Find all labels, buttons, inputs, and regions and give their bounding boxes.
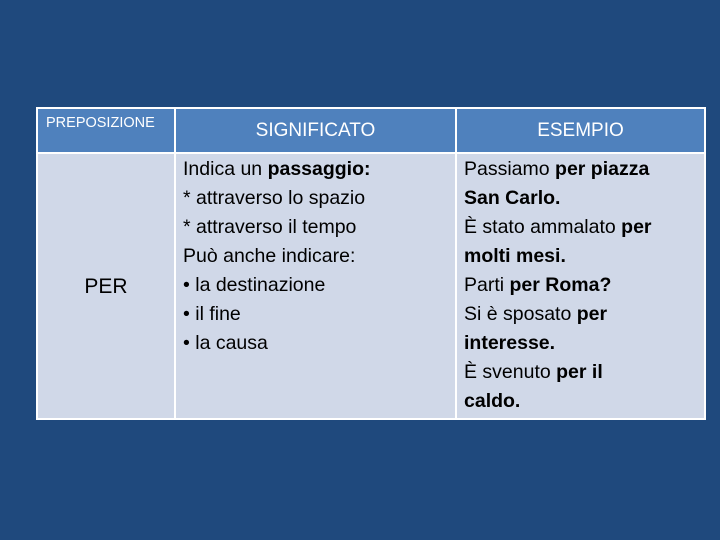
line-text: Passiamo (464, 158, 556, 180)
esempio-line (464, 213, 700, 242)
significato-line (183, 271, 447, 300)
line-text: Indica un (183, 158, 268, 180)
preposition-table (36, 107, 706, 420)
header-significato: SIGNIFICATO (175, 108, 456, 153)
esempio-line (464, 155, 700, 184)
significato-line (183, 242, 447, 271)
line-bold-text: interesse. (464, 332, 556, 354)
line-text: * attraverso il tempo (183, 216, 357, 238)
header-row (37, 108, 705, 153)
line-bold-text: per piazza (555, 158, 650, 180)
header-esempio: ESEMPIO (456, 108, 705, 153)
line-bold-text: San Carlo. (464, 187, 561, 209)
esempio-line (464, 242, 700, 271)
esempio-line (464, 387, 700, 416)
significato-line (183, 213, 447, 242)
line-bold-text: caldo. (464, 390, 521, 412)
line-text: * attraverso lo spazio (183, 187, 366, 209)
esempio-line (464, 184, 700, 213)
cell-preposizione: PER (37, 153, 175, 419)
line-bold-text: molti mesi. (464, 245, 566, 267)
significato-line (183, 329, 447, 358)
line-text: È svenuto (464, 361, 557, 383)
line-bold-text: per il (556, 361, 603, 383)
line-text: • il fine (183, 303, 241, 325)
esempio-line (464, 271, 700, 300)
cell-significato (175, 153, 456, 419)
line-text: Può anche indicare: (183, 245, 356, 267)
line-bold-text: per Roma? (509, 274, 612, 296)
line-bold-text: passaggio: (267, 158, 371, 180)
significato-line (183, 300, 447, 329)
esempio-line (464, 329, 700, 358)
line-bold-text: per (621, 216, 652, 238)
header-preposizione: PREPOSIZIONE (37, 108, 175, 153)
esempio-line (464, 300, 700, 329)
table-row (37, 153, 705, 419)
significato-line (183, 184, 447, 213)
significato-line (183, 155, 447, 184)
line-text: Parti (464, 274, 510, 296)
cell-esempio (456, 153, 705, 419)
esempio-line (464, 358, 700, 387)
line-text: È stato ammalato (464, 216, 622, 238)
line-bold-text: per (576, 303, 608, 325)
line-text: Si è sposato (464, 303, 577, 325)
line-text: • la causa (183, 332, 268, 354)
line-text: • la destinazione (183, 274, 326, 296)
